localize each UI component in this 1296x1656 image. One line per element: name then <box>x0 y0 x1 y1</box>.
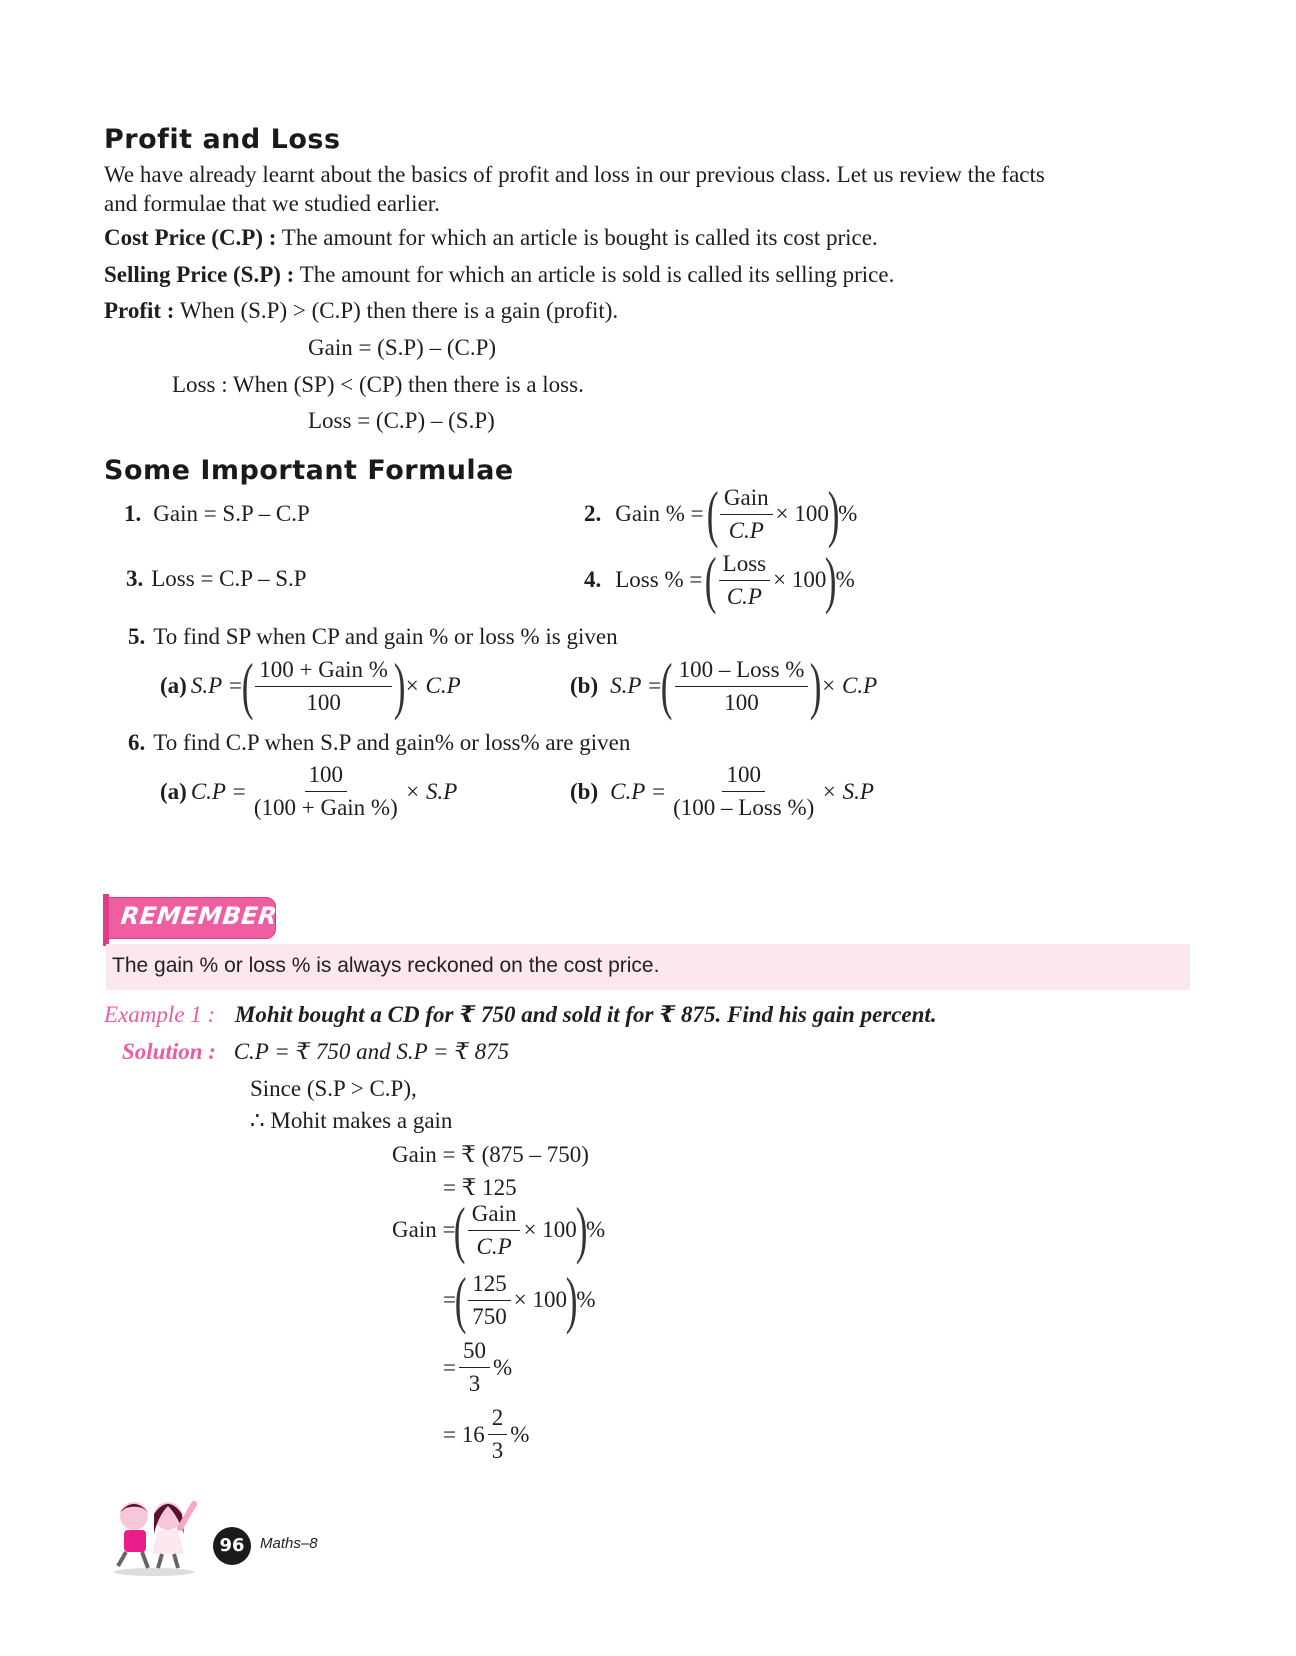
numerator: 2 <box>488 1403 508 1435</box>
fraction <box>250 760 402 823</box>
numerator: 100 <box>305 760 348 792</box>
numerator: 100 – Loss % <box>675 655 809 687</box>
part-label: (a) <box>160 673 187 698</box>
formula-text: Loss = C.P – S.P <box>151 566 307 591</box>
step-lhs: = <box>443 1287 456 1312</box>
numerator: 100 <box>722 760 765 792</box>
cost-price-text: The amount for which an article is bought is called its cost price. <box>281 225 878 250</box>
multiplier: × 100 <box>513 1287 568 1312</box>
fraction <box>719 549 770 612</box>
fraction <box>720 483 773 546</box>
kids-mascot-illustration <box>104 1494 204 1578</box>
percent-suffix: % <box>586 1217 606 1242</box>
formula-4 <box>584 544 855 615</box>
numerator: Gain <box>468 1199 521 1231</box>
formula-5-heading <box>128 622 618 652</box>
formula-1 <box>124 499 310 529</box>
formula-lhs: Loss % = <box>615 567 703 592</box>
percent-suffix: % <box>835 567 855 592</box>
right-paren: ) <box>565 1264 578 1335</box>
remember-badge <box>108 897 279 939</box>
formula-number: 6. <box>128 730 146 755</box>
cost-price-label: Cost Price (C.P) : <box>104 225 277 250</box>
denominator: C.P <box>726 583 762 609</box>
multiplier: × 100 <box>523 1217 577 1242</box>
left-paren: ( <box>705 544 717 615</box>
formula-number: 2. <box>584 501 602 526</box>
profit-label: Profit : <box>104 298 175 323</box>
solution-step-5 <box>443 1336 512 1399</box>
percent-suffix: % <box>492 1354 513 1380</box>
percent-suffix: % <box>576 1287 596 1312</box>
left-paren: ( <box>706 478 719 549</box>
denominator: C.P <box>476 1233 512 1259</box>
formula-3 <box>126 564 307 594</box>
formula-lhs: C.P = <box>610 778 667 804</box>
denominator: (100 + Gain %) <box>253 795 398 820</box>
cost-price-definition <box>104 223 878 253</box>
formula-text: To find SP when CP and gain % or loss % is given <box>153 624 618 649</box>
denominator: 100 <box>724 689 759 715</box>
denominator: 3 <box>468 1371 481 1396</box>
right-paren: ) <box>575 1194 588 1265</box>
formula-lhs: Gain % = <box>615 501 704 526</box>
fraction <box>675 655 809 718</box>
formula-2 <box>584 478 858 549</box>
fraction <box>468 1269 511 1332</box>
formula-number: 1. <box>124 501 142 526</box>
step-lhs: Gain = <box>392 1217 456 1242</box>
numerator: 125 <box>468 1269 511 1301</box>
gain-formula: Gain = (S.P) – (C.P) <box>308 335 497 360</box>
solution-step-4 <box>443 1264 596 1335</box>
solution-line-2: Since (S.P > C.P), <box>250 1076 417 1101</box>
page-number-badge: 96 <box>213 1527 251 1565</box>
left-paren: ( <box>661 650 673 721</box>
numerator: 50 <box>459 1336 490 1368</box>
denominator: 100 <box>306 689 341 715</box>
part-label: (b) <box>570 778 599 804</box>
part-label: (b) <box>570 673 599 698</box>
remember-label: REMEMBER <box>119 902 279 930</box>
denominator: C.P <box>728 517 764 543</box>
numerator: Gain <box>720 483 773 515</box>
fraction <box>669 760 818 823</box>
percent-suffix: % <box>838 501 858 526</box>
solution-line-1 <box>122 1037 509 1067</box>
percent-suffix: % <box>510 1421 530 1447</box>
section-title-formulae: Some Important Formulae <box>104 455 514 486</box>
formula-number: 3. <box>126 566 144 591</box>
numerator: 100 + Gain % <box>255 655 392 687</box>
solution-label: Solution : <box>122 1039 216 1064</box>
right-paren: ) <box>827 478 840 549</box>
book-title: Maths–8 <box>260 1535 318 1552</box>
formula-rhs: × S.P <box>821 778 874 804</box>
intro-line-1: We have already learnt about the basics of profit and loss in our previous class. Let us review the facts <box>104 162 1045 187</box>
formula-6b <box>570 760 874 823</box>
formula-lhs: S.P = <box>610 673 663 698</box>
solution-text: C.P = ₹ 750 and S.P = ₹ 875 <box>233 1039 510 1064</box>
formula-number: 4. <box>584 567 602 592</box>
remember-note <box>106 944 1190 990</box>
example-label: Example 1 : <box>104 1002 216 1027</box>
left-paren: ( <box>241 650 254 721</box>
formula-text: Gain = S.P – C.P <box>153 501 310 526</box>
multiplier: × 100 <box>773 567 827 592</box>
solution-step-3 <box>392 1194 606 1265</box>
part-label: (a) <box>160 778 187 804</box>
step-lhs: = 16 <box>443 1421 485 1447</box>
example-1-question <box>104 1000 937 1030</box>
example-question: Mohit bought a CD for ₹ 750 and sold it for ₹ 875. Find his gain percent. <box>234 1002 937 1027</box>
multiplier: × 100 <box>775 501 829 526</box>
selling-price-label: Selling Price (S.P) : <box>104 262 295 287</box>
fraction <box>255 655 392 718</box>
formula-5b <box>570 650 878 721</box>
step-lhs: = <box>443 1354 456 1380</box>
selling-price-definition <box>104 260 894 290</box>
profit-definition <box>104 296 618 326</box>
remember-text: The gain % or loss % is always reckoned on the cost price. <box>112 954 660 977</box>
formula-rhs: × S.P <box>404 778 458 804</box>
left-paren: ( <box>454 1194 466 1265</box>
formula-lhs: S.P = <box>190 673 243 698</box>
solution-line-3: ∴ Mohit makes a gain <box>250 1108 453 1133</box>
solution-step-1: Gain = ₹ (875 – 750) <box>392 1142 589 1167</box>
right-paren: ) <box>825 544 837 615</box>
solution-step-2: = ₹ 125 <box>443 1175 517 1200</box>
formula-6-heading <box>128 728 630 758</box>
left-paren: ( <box>454 1264 467 1335</box>
solution-step-6 <box>443 1403 529 1466</box>
intro-line-2: and formulae that we studied earlier. <box>104 191 440 216</box>
formula-5a <box>160 650 461 721</box>
formula-lhs: C.P = <box>190 778 247 804</box>
formula-6a <box>160 760 457 823</box>
right-paren: ) <box>810 650 822 721</box>
numerator: Loss <box>719 549 770 581</box>
loss-formula: Loss = (C.P) – (S.P) <box>308 408 495 433</box>
selling-price-text: The amount for which an article is sold is called its selling price. <box>299 262 895 287</box>
denominator: 750 <box>472 1303 507 1329</box>
profit-text: When (S.P) > (C.P) then there is a gain (profit). <box>179 298 619 323</box>
denominator: 3 <box>491 1438 504 1463</box>
formula-rhs: × C.P <box>820 673 878 698</box>
right-paren: ) <box>393 650 406 721</box>
formula-rhs: × C.P <box>404 673 461 698</box>
section-title-profit-loss: Profit and Loss <box>104 124 341 155</box>
formula-number: 5. <box>128 624 146 649</box>
fraction <box>488 1403 508 1466</box>
loss-definition: Loss : When (SP) < (CP) then there is a loss. <box>172 372 584 397</box>
fraction <box>459 1336 490 1399</box>
formula-text: To find C.P when S.P and gain% or loss% are given <box>153 730 631 755</box>
denominator: (100 – Loss %) <box>673 795 815 820</box>
fraction <box>468 1199 521 1262</box>
